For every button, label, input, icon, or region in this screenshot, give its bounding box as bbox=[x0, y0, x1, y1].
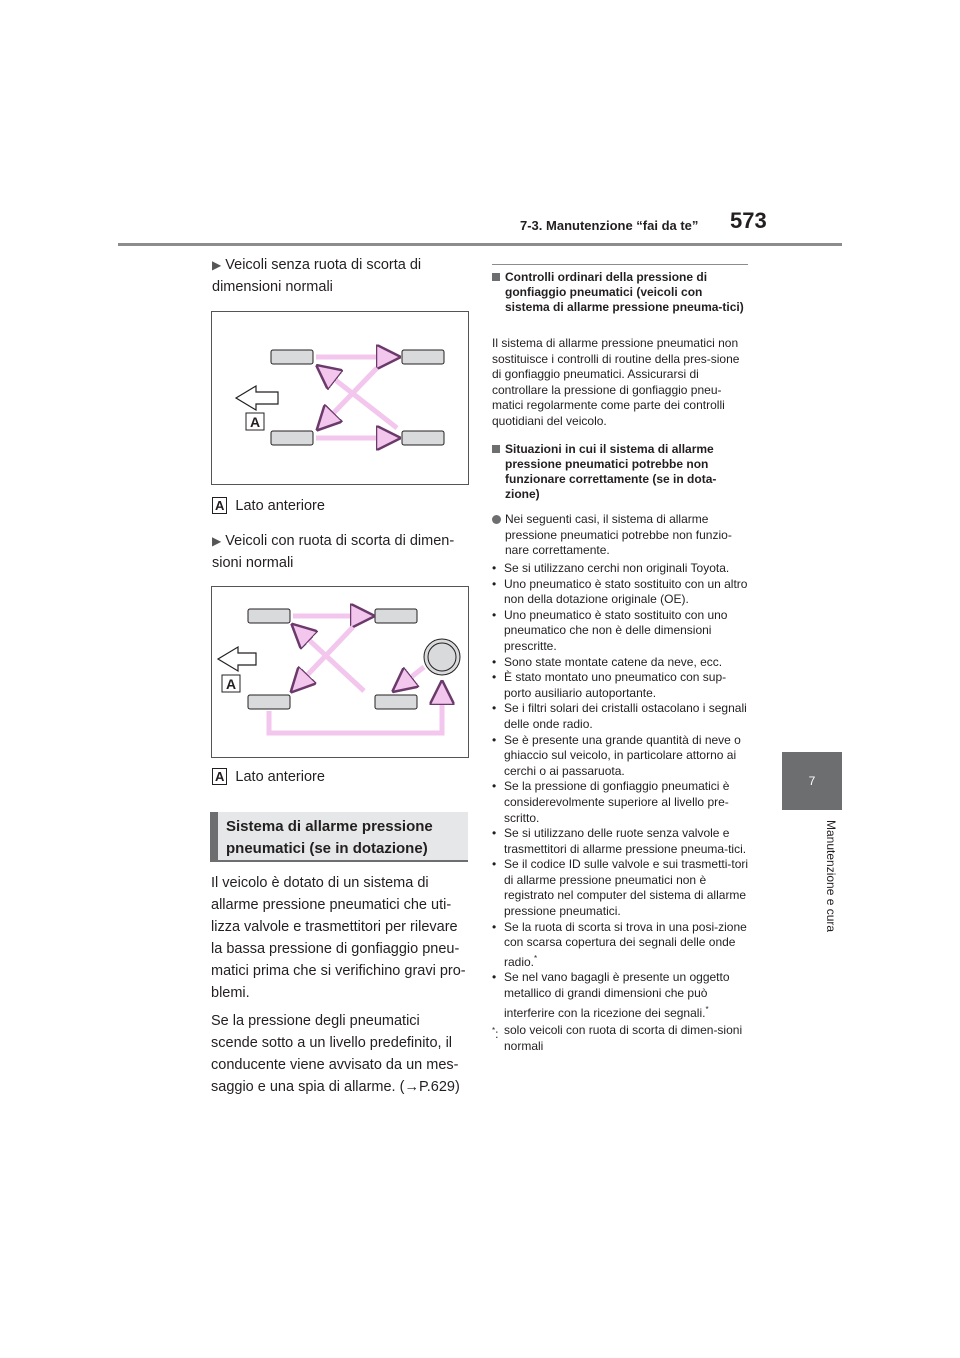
fig-label: A bbox=[250, 414, 261, 430]
legend-front-1 bbox=[212, 495, 325, 517]
list-item: • Uno pneumatico è stato sostituito con un altro non della dotazione originale (OE). bbox=[492, 577, 750, 608]
list-item: • Se è presente una grande quantità di neve o ghiaccio sul veicolo, in particolare attorno ai cerchi o ai passaruota. bbox=[492, 733, 750, 780]
footnote-mark: * bbox=[492, 1026, 496, 1036]
tire-front-right bbox=[375, 609, 417, 623]
tire-front-left bbox=[271, 350, 313, 364]
tire-rear-left bbox=[248, 695, 290, 709]
list-item: • Se si utilizzano delle ruote senza valvole e trasmettitori di allarme pressione pneuma-tici. bbox=[492, 826, 750, 857]
square-bullet-icon bbox=[492, 445, 500, 453]
tpms-para2: Se la pressione degli pneumatici scende sotto a un livello predefinito, il conducente viene avvisato da un mes-saggio e una spia di allarme. (→P.629) bbox=[211, 1013, 460, 1095]
circle-bullet-icon bbox=[492, 515, 501, 524]
tire-rear-right bbox=[402, 431, 444, 445]
footnote-ref: * bbox=[705, 1004, 709, 1014]
check-heading-text: Controlli ordinari della pressione di gonfiaggio pneumatici (veicoli con sistema di allarme pressione pneuma-tici) bbox=[505, 270, 744, 314]
legend-text: Lato anteriore bbox=[235, 769, 325, 785]
check-heading bbox=[492, 270, 750, 315]
tire-rear-left bbox=[271, 431, 313, 445]
list-item: • Se si utilizzano cerchi non originali Toyota. bbox=[492, 561, 750, 577]
right-top-rule bbox=[492, 264, 748, 265]
legend-label: A bbox=[212, 768, 227, 785]
item-with-spare-text: Veicoli con ruota di scorta di dimen-sioni normali bbox=[212, 533, 455, 571]
list-item: • Se la ruota di scorta si trova in una posi-zione con scarsa copertura dei segnali delle onde radio.* bbox=[492, 920, 750, 971]
rotation-diagram-no-spare bbox=[211, 311, 469, 485]
item-no-spare-text: Veicoli senza ruota di scorta di dimensioni normali bbox=[212, 257, 422, 295]
footnote-text: solo veicoli con ruota di scorta di dimen-sioni normali bbox=[504, 1023, 743, 1053]
front-direction-arrow-icon bbox=[236, 386, 278, 410]
tire-front-right bbox=[402, 350, 444, 364]
triangle-bullet-icon: ▶ bbox=[212, 534, 222, 548]
chapter-title: Manutenzione e cura bbox=[824, 820, 838, 933]
list-item: • È stato montato uno pneumatico con sup-porto ausiliario autoportante. bbox=[492, 670, 750, 701]
section-title: 7-3. Manutenzione “fai da te” bbox=[520, 218, 699, 233]
situations-intro bbox=[492, 512, 750, 559]
arrow-cross-up bbox=[320, 368, 397, 428]
item-with-spare bbox=[212, 530, 464, 574]
chapter-number: 7 bbox=[808, 774, 816, 788]
fig-label: A bbox=[226, 676, 237, 692]
list-item: • Se la pressione di gonfiaggio pneumatici è considerevolmente superiore al livello pre-scritto. bbox=[492, 779, 750, 826]
list-item: • Sono state montate catene da neve, ecc. bbox=[492, 655, 750, 671]
situations-intro-text: Nei seguenti casi, il sistema di allarme pressione pneumatici potrebbe non funzio-nare correttamente. bbox=[505, 512, 732, 558]
situations-list bbox=[492, 561, 750, 1054]
square-bullet-icon bbox=[492, 273, 500, 281]
triangle-bullet-icon: ▶ bbox=[212, 258, 222, 272]
header-rule bbox=[118, 243, 842, 246]
list-item: • Se il codice ID sulle valvole e sui trasmetti-tori di allarme pressione pneumatici non è registrato nel computer del sistema di allarme pressione pneumatici. bbox=[492, 857, 750, 919]
arrow-spare-in bbox=[396, 667, 424, 689]
front-direction-arrow-icon bbox=[218, 647, 256, 671]
situations-heading bbox=[492, 442, 750, 502]
list-item: • Uno pneumatico è stato sostituito con uno pneumatico che non è delle dimensioni prescritte. bbox=[492, 608, 750, 655]
legend-label: A bbox=[212, 497, 227, 514]
item-no-spare bbox=[212, 254, 462, 298]
rotation-diagram-with-spare bbox=[211, 586, 469, 758]
legend-front-2 bbox=[212, 766, 325, 788]
page-number: 573 bbox=[730, 208, 767, 233]
footnote: *: solo veicoli con ruota di scorta di dimen-sioni normali bbox=[492, 1023, 743, 1053]
list-item: • Se nel vano bagagli è presente un oggetto metallico di grandi dimensioni che può interferire con la ricezione dei segnali.* bbox=[492, 970, 750, 1021]
spare-tire-icon bbox=[424, 639, 460, 675]
chapter-tab[interactable] bbox=[782, 752, 842, 810]
situations-heading-text: Situazioni in cui il sistema di allarme pressione pneumatici potrebbe non funzionare correttamente (se in dota-zione) bbox=[505, 442, 717, 501]
legend-text: Lato anteriore bbox=[235, 498, 325, 514]
tire-rear-right bbox=[375, 695, 417, 709]
tpms-para1: Il veicolo è dotato di un sistema di allarme pressione pneumatici che uti-lizza valvole e trasmettitori per rilevare la bassa pressione di gonfiaggio pneu-matici prima che si verifichino gravi pro-blemi. bbox=[211, 875, 466, 1001]
tire-front-left bbox=[248, 609, 290, 623]
check-para: Il sistema di allarme pressione pneumatici non sostituisce i controlli di routine della pres-sione di gonfiaggio pneumatici. Assicurarsi di controllare la pressione di gonfiaggio pneu-matici regolarmente come parte dei controlli quotidiani del veicolo. bbox=[492, 336, 740, 428]
arrow-cross-up bbox=[295, 627, 364, 691]
tpms-section-heading: Sistema di allarme pressione pneumatici (se in dotazione) bbox=[210, 812, 468, 862]
list-item: • Se i filtri solari dei cristalli ostacolano i segnali delle onde radio. bbox=[492, 701, 750, 732]
footnote-ref: * bbox=[534, 953, 538, 963]
